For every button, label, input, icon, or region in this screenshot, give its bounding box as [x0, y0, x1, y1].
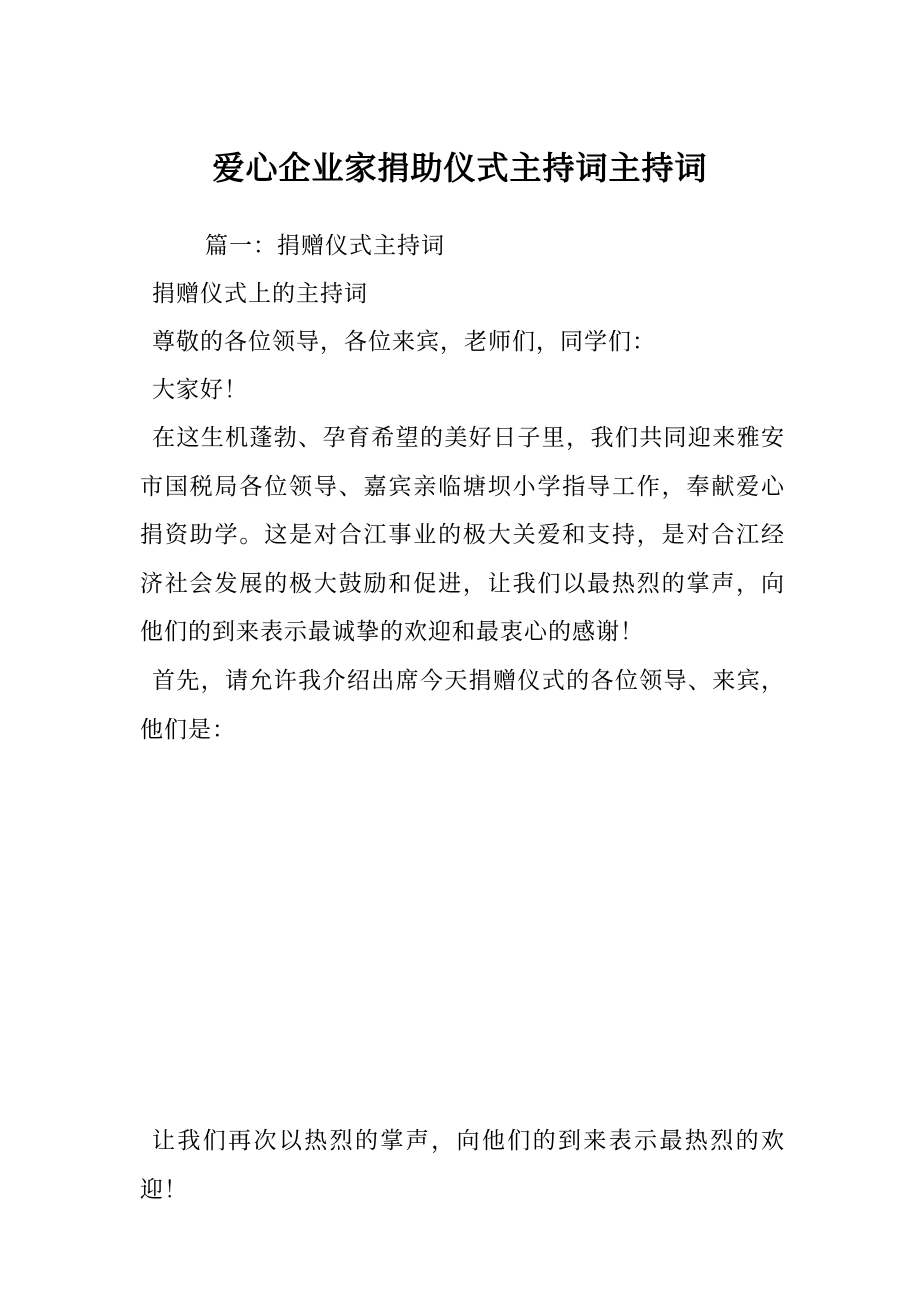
opening-paragraph: 在这生机蓬勃、孕育希望的美好日子里，我们共同迎来雅安市国税局各位领导、嘉宾亲临塘坝小学指导工作，奉献爱心捐资助学。这是对合江事业的极大关爱和支持，是对合江经济社会发展的极大鼓励和促进，让我们以最热烈的掌声，向他们的到来表示最诚挚的欢迎和最衷心的感谢！ [140, 425, 785, 645]
introduction-paragraph: 首先，请允许我介绍出席今天捐赠仪式的各位领导、来宾，他们是： [140, 668, 785, 743]
closing-paragraph: 让我们再次以热烈的掌声，向他们的到来表示最热烈的欢迎！ [140, 1128, 785, 1203]
document-subtitle: 捐赠仪式上的主持词 [152, 281, 368, 307]
salutation-line: 尊敬的各位领导，各位来宾，老师们，同学们： [152, 329, 656, 355]
section-heading: 篇一：捐赠仪式主持词 [205, 233, 445, 259]
greeting-line: 大家好！ [152, 377, 248, 403]
document-title: 爱心企业家捐助仪式主持词主持词 [212, 149, 708, 187]
